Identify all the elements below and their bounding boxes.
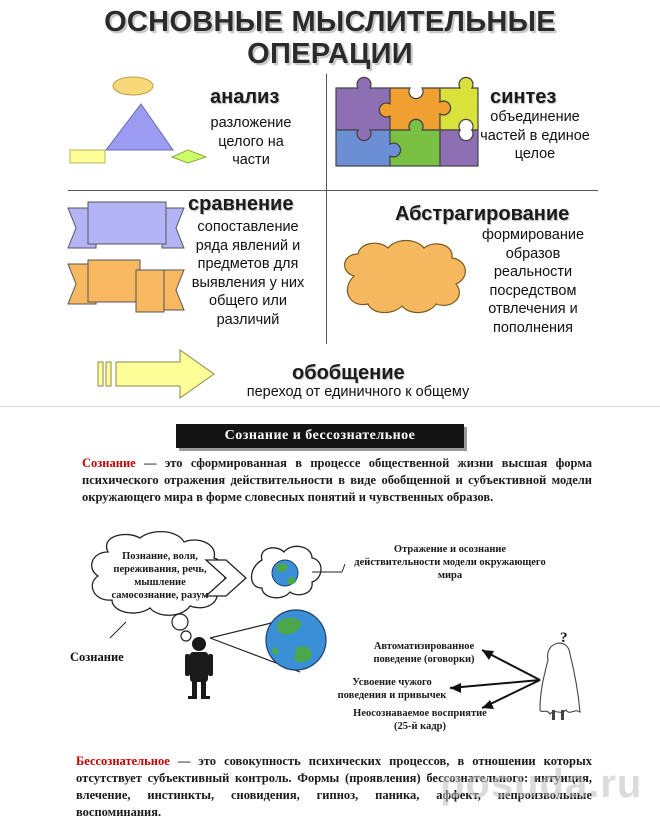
cloud-icon [336,236,472,316]
thought-cloud-label [98,550,222,602]
page-title [0,6,660,70]
consciousness-term: Сознание [82,456,136,470]
title-line-1: ОСНОВНЫЕ МЫСЛИТЕЛЬНЫЕ [104,6,556,38]
thought-cloud-line: переживания, речь, [113,564,207,575]
horizontal-divider [68,190,598,191]
synthesis-desc-line: объединение [490,109,580,125]
unconscious-item-line: (25-й кадр) [394,721,446,732]
thought-cloud-line: Познание, воля, [122,551,198,562]
ghost-figure-icon [540,643,580,714]
consciousness-banner: Сознание и бессознательное [176,424,464,448]
comparison-desc-line: выявления у них [191,274,305,291]
unconscious-item [350,707,490,733]
analysis-desc-line: части [232,152,270,168]
thought-cloud-line: мышление [134,577,186,588]
unconscious-item [364,640,484,666]
comparison-desc-line: сопоставление [197,219,299,235]
consciousness-definition [82,455,592,506]
vertical-divider [326,74,327,344]
unconscious-definition-text: — это совокупность психических процессов, в отношении которых отсутствует субъективный контроль. Формы (проявления) бессознательного: интуиция, влечение, инстинкты, сновидения, гипноз, паника, аффект, непроизвольные воспоминания. [76,754,592,819]
reflection-label-line: мира [437,570,463,581]
comparison-desc-line: различий [216,311,280,328]
comparison-description [180,218,316,329]
unconscious-term: Бессознательное [76,754,170,768]
abstraction-desc-line: образов [505,245,561,262]
consciousness-label: Сознание [70,650,124,664]
synthesis-desc-line: частей в единое [480,127,590,144]
generalization-heading: обобщение [292,362,405,384]
comparison-banners-illustration [66,200,186,320]
rectangle-shape-icon [70,150,105,163]
comparison-desc-line: общего или [209,293,287,309]
triangle-shape-icon [106,104,173,150]
abstraction-desc-line: формирование [481,227,585,243]
title-line-2: ОПЕРАЦИИ [247,38,413,70]
analysis-heading: анализ [210,86,280,108]
reflection-label [340,543,560,582]
unconscious-item-line: Автоматизированное [373,641,475,652]
unconscious-item-line: Неосознаваемое восприятие [353,708,487,719]
analysis-description [196,114,306,170]
abstraction-heading: Абстрагирование [395,203,570,225]
comparison-desc-line: предметов для [197,256,299,272]
analysis-desc-line: целого на [218,133,284,150]
abstraction-desc-line: реальности [493,264,573,280]
ellipse-shape-icon [113,77,153,95]
synthesis-desc-line: целое [514,146,556,162]
abstraction-desc-line: посредством [489,282,577,299]
generalization-description: переход от единичного к общему [246,384,470,400]
abstraction-description [468,226,598,337]
comparison-heading: сравнение [188,193,294,215]
unconscious-item-line: поведения и привычек [337,690,447,701]
comparison-desc-line: ряда явлений и [195,237,301,254]
consciousness-definition-text: — это сформированная в процессе общественной жизни высшая форма психического отражения действительности в виде обобщенной и субъективной модели окружающего мира в форме словесных понятий и чувственных образов. [82,456,592,504]
watermark: posuda.ru [440,762,643,806]
thought-cloud-line: самосознание, разум [111,590,209,601]
abstraction-desc-line: отвлечения и [488,301,578,317]
analysis-desc-line: разложение [210,115,292,131]
synthesis-description [470,108,600,164]
question-mark: ? [560,630,568,646]
unconscious-item-line: Усвоение чужого [352,677,432,688]
reflection-label-line: действительности модели окружающего [354,557,546,568]
reflection-label-line: Отражение и осознание [393,544,507,555]
thought-bubble-icon [181,631,191,641]
mental-operations-panel [0,0,660,404]
synthesis-heading: синтез [490,86,557,108]
thought-bubble-icon [172,614,188,630]
unconscious-item [332,676,452,702]
unconscious-item-line: поведение (оговорки) [373,654,475,665]
puzzle-icon [332,80,482,170]
person-figure-icon [185,637,213,699]
abstraction-desc-line: пополнения [492,319,573,336]
striped-arrow-icon [94,348,218,400]
